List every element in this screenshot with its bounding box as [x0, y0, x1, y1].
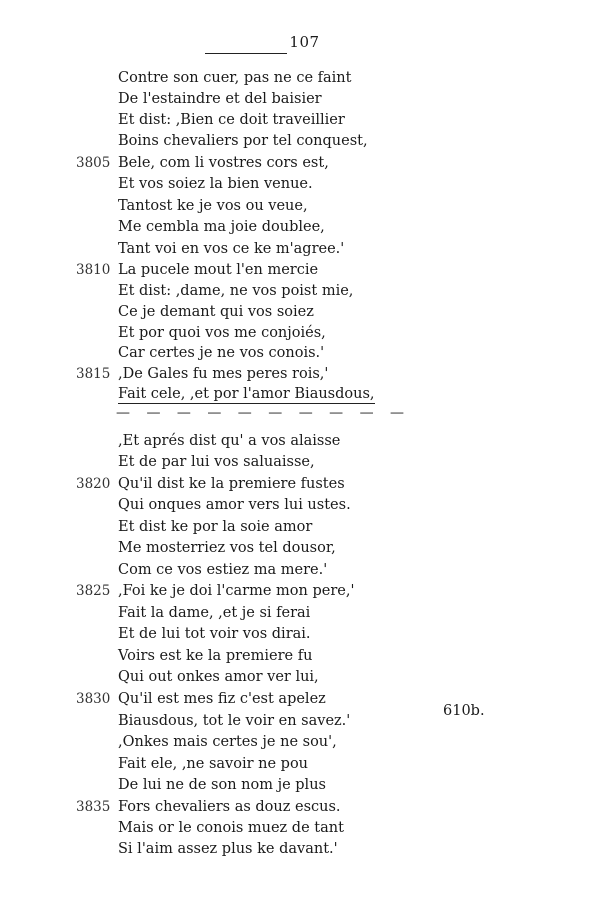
verse-line	[0, 581, 609, 602]
verse-line	[0, 431, 609, 452]
verse-text: De lui ne de son nom je plus	[118, 777, 326, 793]
verse-line	[0, 452, 609, 473]
verse-text: Fait cele, ,et por l'amor Biausdous,	[118, 386, 375, 402]
lacuna-dash-line: — — — — — — — — — —	[116, 405, 411, 421]
verse-text: Et dist ke por la soie amor	[118, 519, 313, 535]
verse-line	[0, 495, 609, 516]
verse-line	[0, 603, 609, 624]
verse-text: Et dist: ,Bien ce doit traveillier	[118, 112, 345, 128]
verse-line	[0, 538, 609, 559]
verse-line	[0, 174, 609, 195]
verse-text: Fait la dame, ,et je si ferai	[118, 605, 311, 621]
verse-text: Et dist: ,dame, ne vos poist mie,	[118, 283, 354, 299]
verse-text: Et de par lui vos saluaisse,	[118, 454, 315, 470]
verse-line	[0, 474, 609, 495]
verse-text: Qu'il dist ke la premiere fustes	[118, 476, 345, 492]
page-number-rule	[205, 53, 287, 54]
verse-line	[0, 385, 609, 406]
verse-line	[0, 711, 609, 732]
verse-text: ,Et aprés dist qu' a vos alaisse	[118, 433, 341, 449]
line-number: 3835	[76, 799, 111, 815]
line-number: 3830	[76, 691, 111, 707]
verse-text: Car certes je ne vos conois.'	[118, 345, 325, 361]
verse-text: Qui onques amor vers lui ustes.	[118, 497, 351, 513]
verse-text: Fors chevaliers as douz escus.	[118, 799, 341, 815]
verse-text: Qu'il est mes fiz c'est apelez	[118, 691, 326, 707]
line-number: 3815	[76, 366, 111, 382]
verse-text: Et de lui tot voir vos dirai.	[118, 626, 311, 642]
verse-line	[0, 260, 609, 281]
verse-line	[0, 110, 609, 131]
verse-line	[0, 667, 609, 688]
verse-text: De l'estaindre et del baisier	[118, 91, 322, 107]
verse-text: Si l'aim assez plus ke davant.'	[118, 841, 338, 857]
verse-line	[0, 560, 609, 581]
verse-line	[0, 343, 609, 364]
verse-line	[0, 68, 609, 89]
verse-line	[0, 839, 609, 860]
verse-text: ,Foi ke je doi l'carme mon pere,'	[118, 583, 355, 599]
verse-line	[0, 131, 609, 152]
verse-line	[0, 517, 609, 538]
line-number: 3820	[76, 476, 111, 492]
verse-text: Ce je demant qui vos soiez	[118, 304, 314, 320]
verse-line	[0, 818, 609, 839]
verse-line	[0, 646, 609, 667]
verse-line	[0, 323, 609, 344]
verse-line	[0, 797, 609, 818]
verse-line	[0, 89, 609, 110]
verse-text: Me mosterriez vos tel dousor,	[118, 540, 336, 556]
verse-line	[0, 775, 609, 796]
verse-text: Tant voi en vos ce ke m'agree.'	[118, 241, 345, 257]
page-number: 107	[289, 33, 320, 51]
verse-text: La pucele mout l'en mercie	[118, 262, 319, 278]
line-number: 3810	[76, 262, 111, 278]
verse-text: Biausdous, tot le voir en savez.'	[118, 713, 351, 729]
verse-line	[0, 196, 609, 217]
verse-text: ,De Gales fu mes peres rois,'	[118, 366, 329, 382]
verse-line	[0, 732, 609, 753]
verse-line	[0, 217, 609, 238]
verse-text: Tantost ke je vos ou veue,	[118, 198, 308, 214]
verse-text: ,Onkes mais certes je ne sou',	[118, 734, 337, 750]
verse-line	[0, 624, 609, 645]
verse-text: Fait ele, ,ne savoir ne pou	[118, 756, 309, 772]
verse-text: Boins chevaliers por tel conquest,	[118, 133, 368, 149]
line-number: 3825	[76, 583, 111, 599]
verse-text: Com ce vos estiez ma mere.'	[118, 562, 328, 578]
verse-text: Qui out onkes amor ver lui,	[118, 669, 319, 685]
verse-line	[0, 239, 609, 260]
folio-marker: 610b.	[443, 703, 485, 719]
verse-line	[0, 281, 609, 302]
line-number: 3805	[76, 155, 111, 171]
verse-line	[0, 302, 609, 323]
verse-line	[0, 689, 609, 710]
verse-text: Mais or le conois muez de tant	[118, 820, 344, 836]
verse-text: Voirs est ke la premiere fu	[118, 648, 313, 664]
verse-line	[0, 754, 609, 775]
verse-text: Bele, com li vostres cors est,	[118, 155, 329, 171]
verse-text: Contre son cuer, pas ne ce faint	[118, 70, 352, 86]
verse-text: Et por quoi vos me conjoiés,	[118, 325, 326, 341]
verse-text: Et vos soiez la bien venue.	[118, 176, 313, 192]
verse-line	[0, 364, 609, 385]
verse-line	[0, 153, 609, 174]
verse-text: Me cembla ma joie doublee,	[118, 219, 325, 235]
